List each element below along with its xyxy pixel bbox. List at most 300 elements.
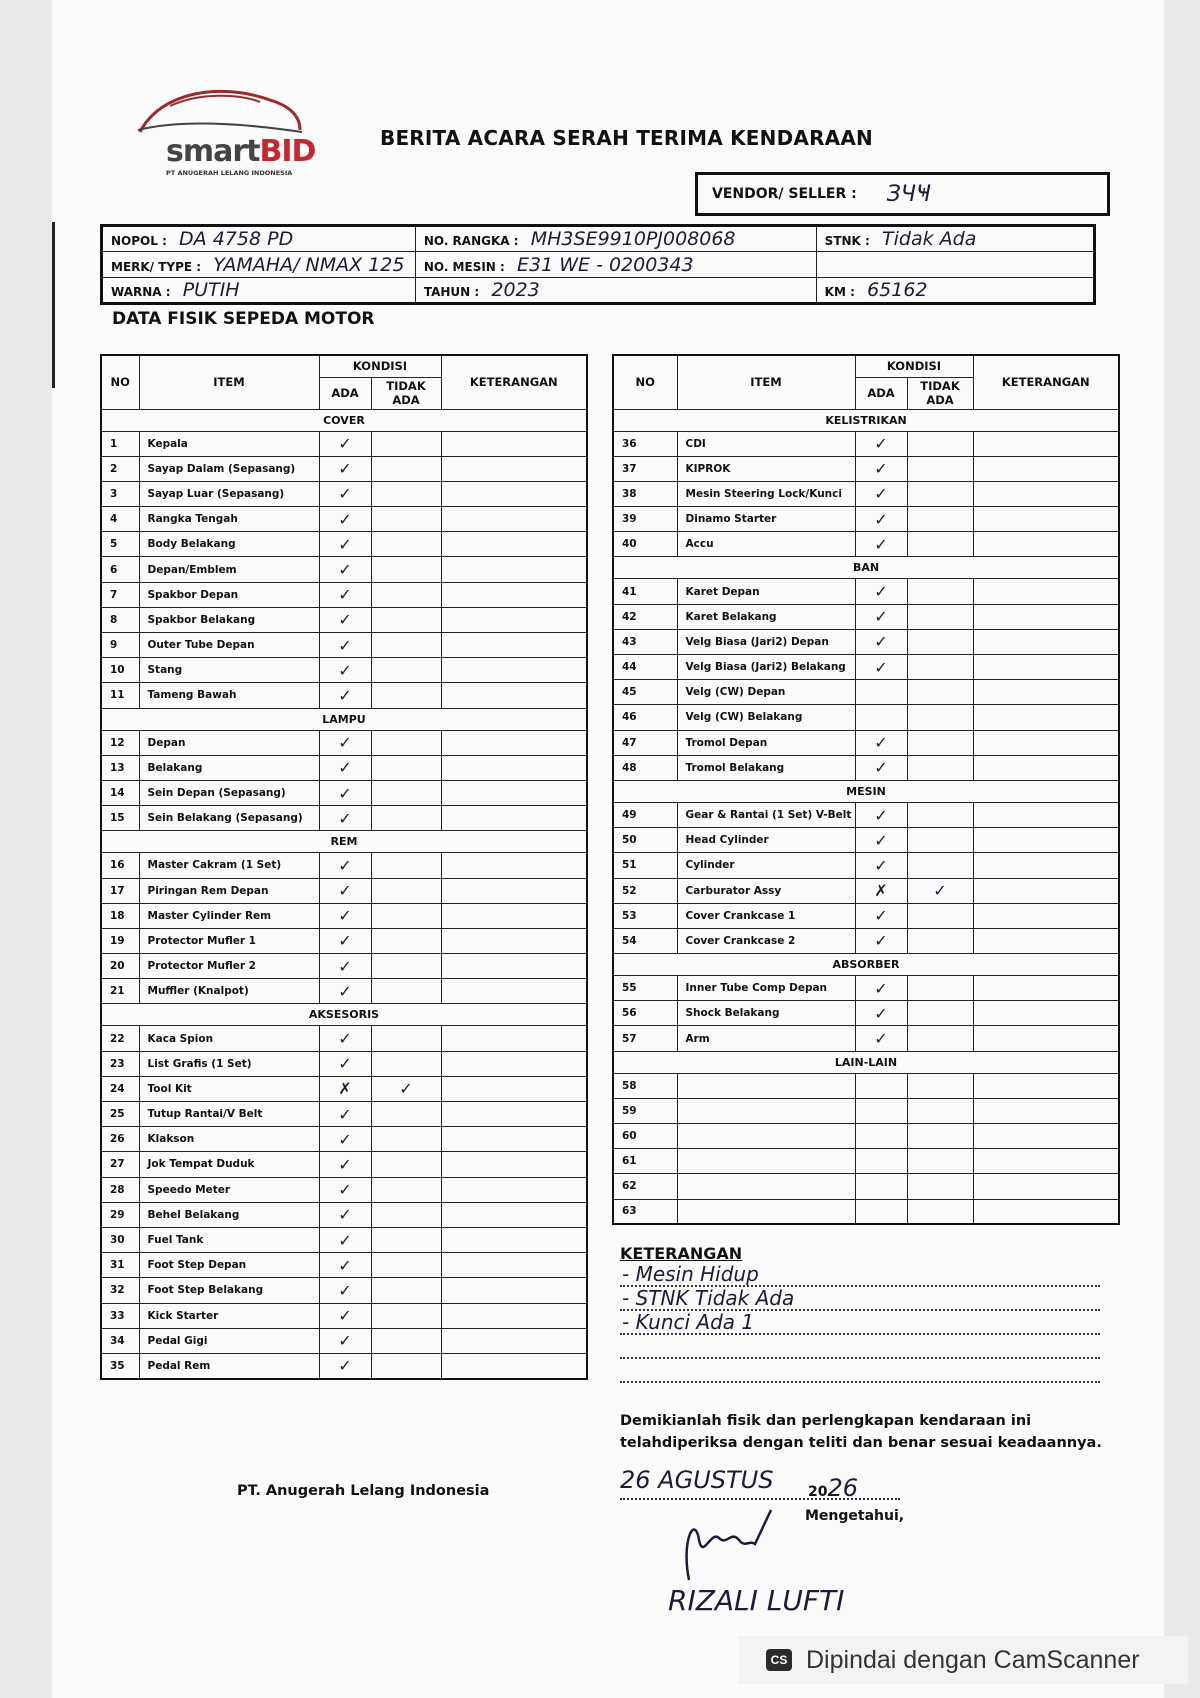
item-name (677, 1199, 855, 1224)
row-number: 19 (101, 928, 139, 953)
keterangan-cell (973, 532, 1119, 557)
row-number: 38 (613, 481, 677, 506)
table-row (613, 579, 1119, 604)
tidak-ada-mark (371, 1353, 441, 1378)
table-row (101, 730, 587, 755)
item-name: Velg Biasa (Jari2) Depan (677, 629, 855, 654)
logo-brand-text: smartBID (166, 134, 316, 169)
keterangan-line: - Kunci Ada 1 (620, 1311, 1100, 1335)
ada-mark (855, 1199, 907, 1224)
ada-mark: ✓ (319, 481, 371, 506)
item-name: Tromol Belakang (677, 755, 855, 780)
col-tidak-ada-header: TIDAK ADA (371, 377, 441, 409)
keterangan-cell (973, 1149, 1119, 1174)
table-row (613, 1026, 1119, 1051)
item-name: Arm (677, 1026, 855, 1051)
col-kondisi-header: KONDISI (319, 355, 441, 377)
ada-mark: ✓ (319, 1353, 371, 1378)
item-name: Sayap Dalam (Sepasang) (139, 456, 319, 481)
stnk-cell: STNK : Tidak Ada (816, 226, 1094, 252)
item-name: Belakang (139, 755, 319, 780)
item-name: Spakbor Belakang (139, 607, 319, 632)
row-number: 59 (613, 1098, 677, 1123)
row-number: 43 (613, 629, 677, 654)
ada-mark: ✓ (855, 532, 907, 557)
category-row (613, 1051, 1119, 1073)
table-row (101, 780, 587, 805)
row-number: 2 (101, 456, 139, 481)
tidak-ada-mark (907, 928, 973, 953)
tidak-ada-mark (907, 655, 973, 680)
col-ada-header: ADA (855, 377, 907, 409)
tidak-ada-mark (371, 780, 441, 805)
keterangan-cell (973, 456, 1119, 481)
row-number: 17 (101, 878, 139, 903)
keterangan-cell (441, 806, 587, 831)
keterangan-cell (441, 683, 587, 708)
signature-icon (675, 1500, 795, 1590)
row-number: 4 (101, 507, 139, 532)
tidak-ada-mark (371, 979, 441, 1004)
row-number: 44 (613, 655, 677, 680)
item-name: Cover Crankcase 1 (677, 903, 855, 928)
category-label: ABSORBER (613, 954, 1119, 976)
tidak-ada-mark (371, 481, 441, 506)
row-number: 25 (101, 1102, 139, 1127)
table-row (101, 1328, 587, 1353)
table-row (101, 1202, 587, 1227)
ada-mark: ✓ (855, 507, 907, 532)
tidak-ada-mark (907, 481, 973, 506)
ada-mark: ✓ (319, 928, 371, 953)
tidak-ada-mark (907, 705, 973, 730)
row-number: 5 (101, 532, 139, 557)
item-name: Cover Crankcase 2 (677, 928, 855, 953)
ada-mark: ✓ (319, 1026, 371, 1051)
table-row (101, 903, 587, 928)
keterangan-cell (441, 1328, 587, 1353)
ada-mark: ✓ (855, 802, 907, 827)
row-number: 40 (613, 532, 677, 557)
table-row (613, 629, 1119, 654)
row-number: 27 (101, 1152, 139, 1177)
item-name: Sayap Luar (Sepasang) (139, 481, 319, 506)
ada-mark: ✓ (319, 878, 371, 903)
table-row (101, 979, 587, 1004)
keterangan-cell (973, 604, 1119, 629)
row-number: 29 (101, 1202, 139, 1227)
keterangan-cell (441, 507, 587, 532)
ada-mark: ✓ (855, 604, 907, 629)
table-row (101, 683, 587, 708)
row-number: 16 (101, 853, 139, 878)
item-name (677, 1098, 855, 1123)
row-number: 36 (613, 431, 677, 456)
vendor-label: VENDOR/ SELLER : (712, 186, 857, 202)
keterangan-line: - STNK Tidak Ada (620, 1287, 1100, 1311)
table-row (101, 1127, 587, 1152)
item-name (677, 1073, 855, 1098)
tidak-ada-mark (907, 604, 973, 629)
item-name: Inner Tube Comp Depan (677, 976, 855, 1001)
item-name: Tromol Depan (677, 730, 855, 755)
tahun-value: 2023 (491, 279, 540, 301)
row-number: 3 (101, 481, 139, 506)
keterangan-cell (441, 954, 587, 979)
keterangan-cell (441, 1227, 587, 1252)
tidak-ada-mark (907, 579, 973, 604)
tidak-ada-mark (371, 755, 441, 780)
ada-mark: ✓ (855, 903, 907, 928)
nopol-cell: NOPOL : DA 4758 PD (102, 226, 416, 252)
table-row (101, 806, 587, 831)
ada-mark: ✓ (855, 481, 907, 506)
tahun-cell: TAHUN : 2023 (415, 278, 816, 304)
ada-mark: ✓ (319, 1102, 371, 1127)
ada-mark: ✓ (319, 1051, 371, 1076)
tidak-ada-mark (371, 1303, 441, 1328)
item-name: Jok Tempat Duduk (139, 1152, 319, 1177)
keterangan-cell (441, 1051, 587, 1076)
vendor-value: ЗЧҸ (886, 181, 931, 207)
date-year: 2026 (808, 1474, 859, 1502)
item-name: Accu (677, 532, 855, 557)
category-label: MESIN (613, 780, 1119, 802)
ada-mark: ✓ (319, 607, 371, 632)
row-number: 20 (101, 954, 139, 979)
row-number: 12 (101, 730, 139, 755)
inspection-statement: Demikianlah fisik dan perlengkapan kendaraan ini telahdiperiksa dengan teliti dan benar sesuai keadaannya. (620, 1413, 1102, 1451)
row-number: 1 (101, 431, 139, 456)
row-number: 55 (613, 976, 677, 1001)
table-row (613, 928, 1119, 953)
tidak-ada-mark (907, 802, 973, 827)
item-name: Piringan Rem Depan (139, 878, 319, 903)
keterangan-cell (973, 853, 1119, 878)
category-label: BAN (613, 557, 1119, 579)
ada-mark: ✓ (319, 532, 371, 557)
row-number: 23 (101, 1051, 139, 1076)
item-name: Protector Mufler 1 (139, 928, 319, 953)
keterangan-cell (973, 755, 1119, 780)
item-name (677, 1124, 855, 1149)
smartbid-logo (130, 72, 330, 182)
keterangan-cell (441, 658, 587, 683)
table-row (613, 878, 1119, 903)
col-keterangan-header: KETERANGAN (973, 355, 1119, 409)
keterangan-cell (441, 730, 587, 755)
tidak-ada-mark (907, 730, 973, 755)
table-row (613, 1001, 1119, 1026)
keterangan-cell (441, 1202, 587, 1227)
row-number: 50 (613, 828, 677, 853)
ada-mark (855, 1124, 907, 1149)
tidak-ada-mark (371, 1102, 441, 1127)
category-label: REM (101, 831, 587, 853)
row-number: 45 (613, 680, 677, 705)
item-name: Head Cylinder (677, 828, 855, 853)
tidak-ada-mark (371, 633, 441, 658)
tidak-ada-mark (371, 557, 441, 582)
item-name: Tutup Rantai/V Belt (139, 1102, 319, 1127)
table-row (613, 828, 1119, 853)
tidak-ada-mark (371, 1227, 441, 1252)
tidak-ada-mark (371, 1152, 441, 1177)
ada-mark: ✓ (855, 579, 907, 604)
item-name: Tameng Bawah (139, 683, 319, 708)
km-cell: KM : 65162 (816, 278, 1094, 304)
table-row (101, 481, 587, 506)
keterangan-cell (973, 1073, 1119, 1098)
keterangan-cell (973, 481, 1119, 506)
row-number: 34 (101, 1328, 139, 1353)
keterangan-cell (441, 979, 587, 1004)
tidak-ada-mark (371, 507, 441, 532)
ada-mark (855, 1149, 907, 1174)
ada-mark: ✓ (319, 557, 371, 582)
col-no-header: NO (613, 355, 677, 409)
item-name (677, 1149, 855, 1174)
keterangan-cell (973, 507, 1119, 532)
tidak-ada-mark (907, 1001, 973, 1026)
table-row (101, 507, 587, 532)
keterangan-cell (441, 607, 587, 632)
keterangan-cell (441, 557, 587, 582)
row-number: 6 (101, 557, 139, 582)
tidak-ada-mark (371, 607, 441, 632)
ada-mark: ✓ (319, 1127, 371, 1152)
tidak-ada-mark (907, 1149, 973, 1174)
table-row (613, 604, 1119, 629)
item-name: Pedal Rem (139, 1353, 319, 1378)
table-row (101, 431, 587, 456)
ada-mark: ✓ (319, 1202, 371, 1227)
ada-mark: ✓ (319, 903, 371, 928)
row-number: 26 (101, 1127, 139, 1152)
col-kondisi-header: KONDISI (855, 355, 973, 377)
table-row (613, 1149, 1119, 1174)
tidak-ada-mark (907, 903, 973, 928)
ada-mark: ✓ (319, 1152, 371, 1177)
row-number: 8 (101, 607, 139, 632)
item-name: Velg (CW) Depan (677, 680, 855, 705)
table-row (613, 507, 1119, 532)
table-row (101, 456, 587, 481)
keterangan-title: KETERANGAN (620, 1244, 743, 1263)
item-name: Cylinder (677, 853, 855, 878)
row-number: 10 (101, 658, 139, 683)
ada-mark: ✓ (855, 730, 907, 755)
table-row (101, 1278, 587, 1303)
ada-mark: ✓ (855, 928, 907, 953)
table-row (613, 1199, 1119, 1224)
keterangan-cell (973, 976, 1119, 1001)
tidak-ada-mark (907, 680, 973, 705)
table-row (613, 680, 1119, 705)
category-row (101, 708, 587, 730)
table-row (101, 755, 587, 780)
item-name: Sein Belakang (Sepasang) (139, 806, 319, 831)
table-row (101, 928, 587, 953)
signer-name: RIZALI LUFTI (668, 1584, 845, 1617)
checklist-right-table (612, 354, 1120, 1225)
table-row (613, 1073, 1119, 1098)
tidak-ada-mark (907, 853, 973, 878)
item-name: Gear & Rantai (1 Set) V-Belt (677, 802, 855, 827)
keterangan-cell (973, 802, 1119, 827)
row-number: 18 (101, 903, 139, 928)
ada-mark: ✓ (319, 1328, 371, 1353)
ada-mark: ✓ (319, 431, 371, 456)
keterangan-cell (441, 1152, 587, 1177)
table-row (101, 582, 587, 607)
ada-mark: ✓ (319, 755, 371, 780)
ada-mark: ✓ (319, 979, 371, 1004)
nopol-value: DA 4758 PD (179, 228, 294, 250)
row-number: 46 (613, 705, 677, 730)
rangka-cell: NO. RANGKA : MH3SE9910PJ008068 (415, 226, 816, 252)
tidak-ada-mark (371, 1202, 441, 1227)
ada-mark: ✓ (319, 456, 371, 481)
tidak-ada-mark (907, 532, 973, 557)
ada-mark: ✗ (855, 878, 907, 903)
tidak-ada-mark (907, 1073, 973, 1098)
ada-mark: ✗ (319, 1076, 371, 1101)
row-number: 62 (613, 1174, 677, 1199)
item-name: Kepala (139, 431, 319, 456)
keterangan-line (620, 1335, 1100, 1359)
table-row (101, 878, 587, 903)
row-number: 7 (101, 582, 139, 607)
item-name: Klakson (139, 1127, 319, 1152)
table-row (613, 755, 1119, 780)
category-row (613, 954, 1119, 976)
keterangan-cell (441, 1303, 587, 1328)
item-name: Rangka Tengah (139, 507, 319, 532)
item-name: Stang (139, 658, 319, 683)
keterangan-cell (973, 1026, 1119, 1051)
tidak-ada-mark (371, 1026, 441, 1051)
table-row (101, 607, 587, 632)
row-number: 53 (613, 903, 677, 928)
col-item-header: ITEM (139, 355, 319, 409)
category-label: COVER (101, 409, 587, 431)
ada-mark (855, 1174, 907, 1199)
keterangan-cell (973, 629, 1119, 654)
ada-mark (855, 705, 907, 730)
table-row (101, 1253, 587, 1278)
ada-mark: ✓ (319, 780, 371, 805)
col-ada-header: ADA (319, 377, 371, 409)
row-number: 33 (101, 1303, 139, 1328)
keterangan-cell (973, 878, 1119, 903)
tidak-ada-mark (907, 629, 973, 654)
merk-cell: MERK/ TYPE : YAMAHA/ NMAX 125 (102, 252, 416, 278)
tidak-ada-mark (371, 954, 441, 979)
col-keterangan-header: KETERANGAN (441, 355, 587, 409)
item-name: Foot Step Belakang (139, 1278, 319, 1303)
table-row (101, 853, 587, 878)
col-tidak-ada-header: TIDAK ADA (907, 377, 973, 409)
car-outline-icon (130, 72, 330, 142)
col-no-header: NO (101, 355, 139, 409)
keterangan-cell (973, 1124, 1119, 1149)
keterangan-cell (973, 1098, 1119, 1123)
keterangan-cell (441, 1102, 587, 1127)
section-title: DATA FISIK SEPEDA MOTOR (112, 309, 375, 329)
item-name: Depan/Emblem (139, 557, 319, 582)
ada-mark: ✓ (855, 755, 907, 780)
keterangan-cell (441, 456, 587, 481)
table-row (101, 1076, 587, 1101)
keterangan-cell (441, 928, 587, 953)
logo-subtitle: PT ANUGERAH LELANG INDONESIA (166, 169, 293, 177)
row-number: 60 (613, 1124, 677, 1149)
row-number: 21 (101, 979, 139, 1004)
keterangan-cell (973, 1001, 1119, 1026)
item-name: Body Belakang (139, 532, 319, 557)
row-number: 51 (613, 853, 677, 878)
table-row (101, 1227, 587, 1252)
row-number: 32 (101, 1278, 139, 1303)
table-row (101, 658, 587, 683)
keterangan-cell (441, 532, 587, 557)
table-row (101, 1051, 587, 1076)
ada-mark: ✓ (319, 1278, 371, 1303)
row-number: 58 (613, 1073, 677, 1098)
date-handwritten: 26 AGUSTUS (620, 1466, 774, 1494)
row-number: 54 (613, 928, 677, 953)
tidak-ada-mark (371, 1127, 441, 1152)
table-row (101, 1303, 587, 1328)
keterangan-cell (441, 481, 587, 506)
ada-mark: ✓ (319, 853, 371, 878)
row-number: 13 (101, 755, 139, 780)
item-name: Spakbor Depan (139, 582, 319, 607)
table-row (613, 1098, 1119, 1123)
row-number: 31 (101, 1253, 139, 1278)
category-label: LAIN-LAIN (613, 1051, 1119, 1073)
item-name: Outer Tube Depan (139, 633, 319, 658)
item-name: Kaca Spion (139, 1026, 319, 1051)
tidak-ada-mark (371, 878, 441, 903)
keterangan-cell (441, 633, 587, 658)
tidak-ada-mark (371, 730, 441, 755)
item-name: Pedal Gigi (139, 1328, 319, 1353)
tidak-ada-mark (371, 853, 441, 878)
keterangan-cell (441, 1076, 587, 1101)
item-name: Master Cylinder Rem (139, 903, 319, 928)
tidak-ada-mark (371, 928, 441, 953)
table-row (613, 532, 1119, 557)
row-number: 56 (613, 1001, 677, 1026)
warna-cell: WARNA : PUTIH (102, 278, 416, 304)
tidak-ada-mark (371, 1278, 441, 1303)
tidak-ada-mark (907, 431, 973, 456)
ada-mark: ✓ (855, 431, 907, 456)
table-row (613, 853, 1119, 878)
ada-mark: ✓ (855, 1001, 907, 1026)
mesin-value: E31 WE - 0200343 (517, 253, 694, 276)
tidak-ada-mark: ✓ (371, 1076, 441, 1101)
tidak-ada-mark (907, 755, 973, 780)
tidak-ada-mark (371, 1253, 441, 1278)
item-name: Velg (CW) Belakang (677, 705, 855, 730)
row-number: 28 (101, 1177, 139, 1202)
camscanner-icon: CS (766, 1649, 792, 1671)
category-row (101, 1004, 587, 1026)
table-row (613, 730, 1119, 755)
